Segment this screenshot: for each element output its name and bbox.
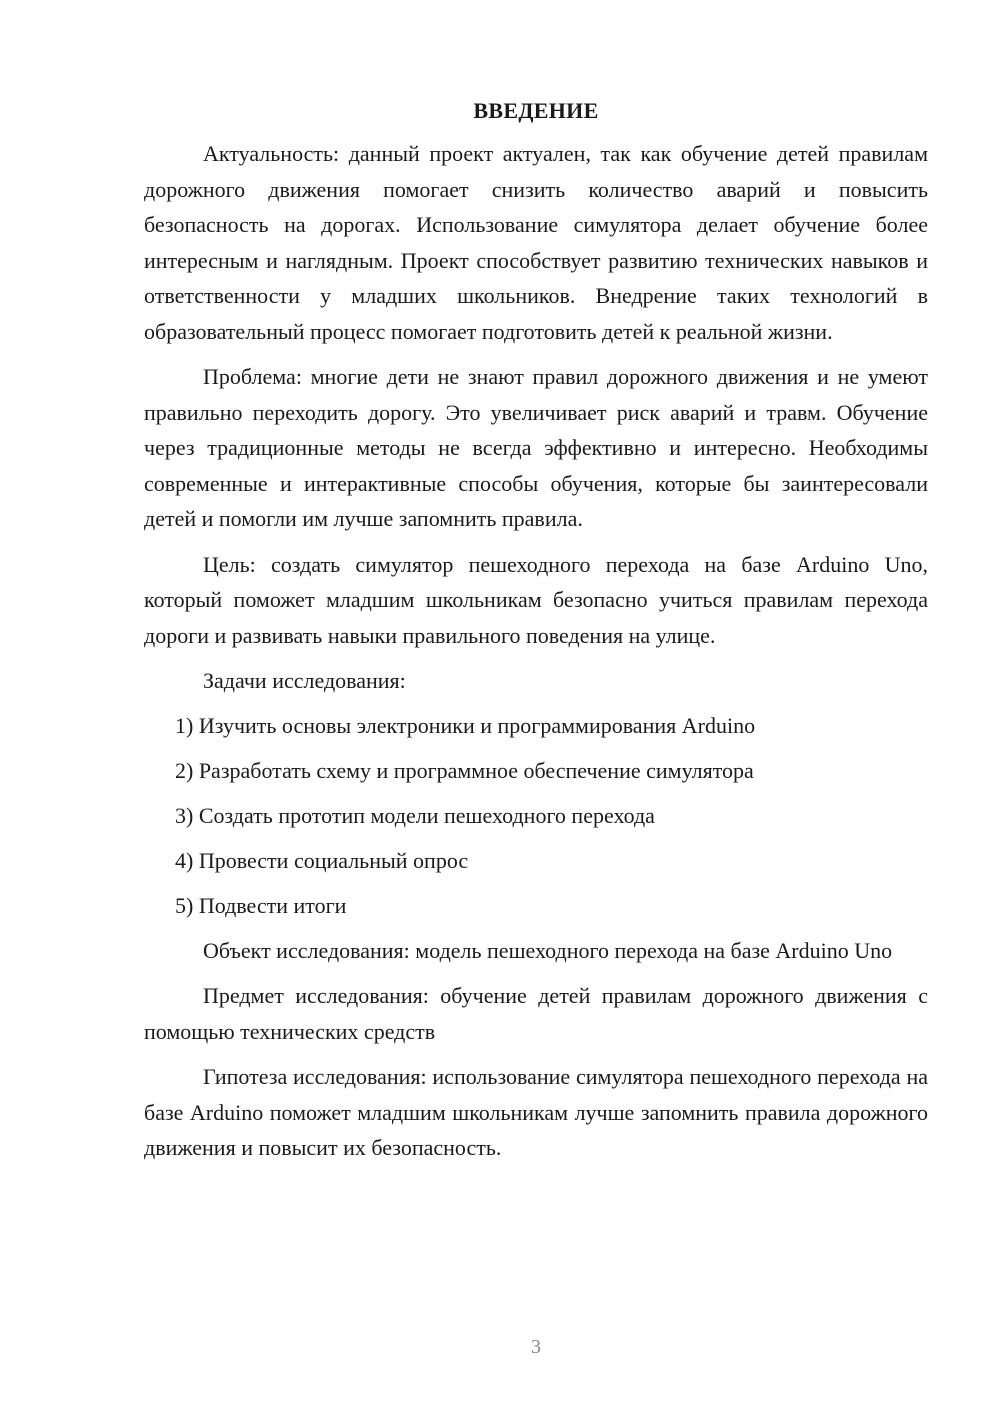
paragraph-object: Объект исследования: модель пешеходного перехода на базе Arduino Uno (203, 937, 893, 963)
page-content (144, 96, 928, 1176)
paragraph-problem: Проблема: многие дети не знают правил дорожного движения и не умеют правильно переходить дорогу. Это увеличивает риск аварий и травм. Обучение через традиционные методы не всегда эффективно и интересно. Необходимы современные и интерактивные способы обучения, которые бы заинтересовали детей и помогли им лучше запомнить правила. (144, 364, 928, 531)
paragraph-subject: Предмет исследования: обучение детей правилам дорожного движения с помощью технических средств (144, 983, 928, 1044)
paragraph-relevance: Актуальность: данный проект актуален, так как обучение детей правилам дорожного движения помогает снизить количество аварий и повысить безопасность на дорогах. Использование симулятора делает обучение более интересным и наглядным. Проект способствует развитию технических навыков и ответственности у младших школьников. Внедрение таких технологий в образовательный процесс помогает подготовить детей к реальной жизни. (144, 141, 928, 344)
list-item: 2) Разработать схему и программное обеспечение симулятора (175, 757, 754, 783)
section-title: ВВЕДЕНИЕ (473, 98, 599, 123)
list-item: 1) Изучить основы электроники и программирования Arduino (175, 712, 756, 738)
tasks-list (144, 708, 928, 924)
list-item: 5) Подвести итоги (175, 892, 347, 918)
list-item: 4) Провести социальный опрос (175, 847, 469, 873)
page-number: 3 (531, 1336, 541, 1358)
paragraph-goal: Цель: создать симулятор пешеходного перехода на базе Arduino Uno, который поможет младшим школьникам безопасно учиться правилам перехода дороги и развивать навыки правильного поведения на улице. (144, 551, 928, 648)
tasks-heading: Задачи исследования: (203, 668, 406, 693)
paragraph-hypothesis: Гипотеза исследования: использование симулятора пешеходного перехода на базе Arduino поможет младшим школьникам лучше запомнить правила дорожного движения и повысит их безопасность. (144, 1064, 928, 1160)
list-item: 3) Создать прототип модели пешеходного перехода (175, 802, 655, 828)
